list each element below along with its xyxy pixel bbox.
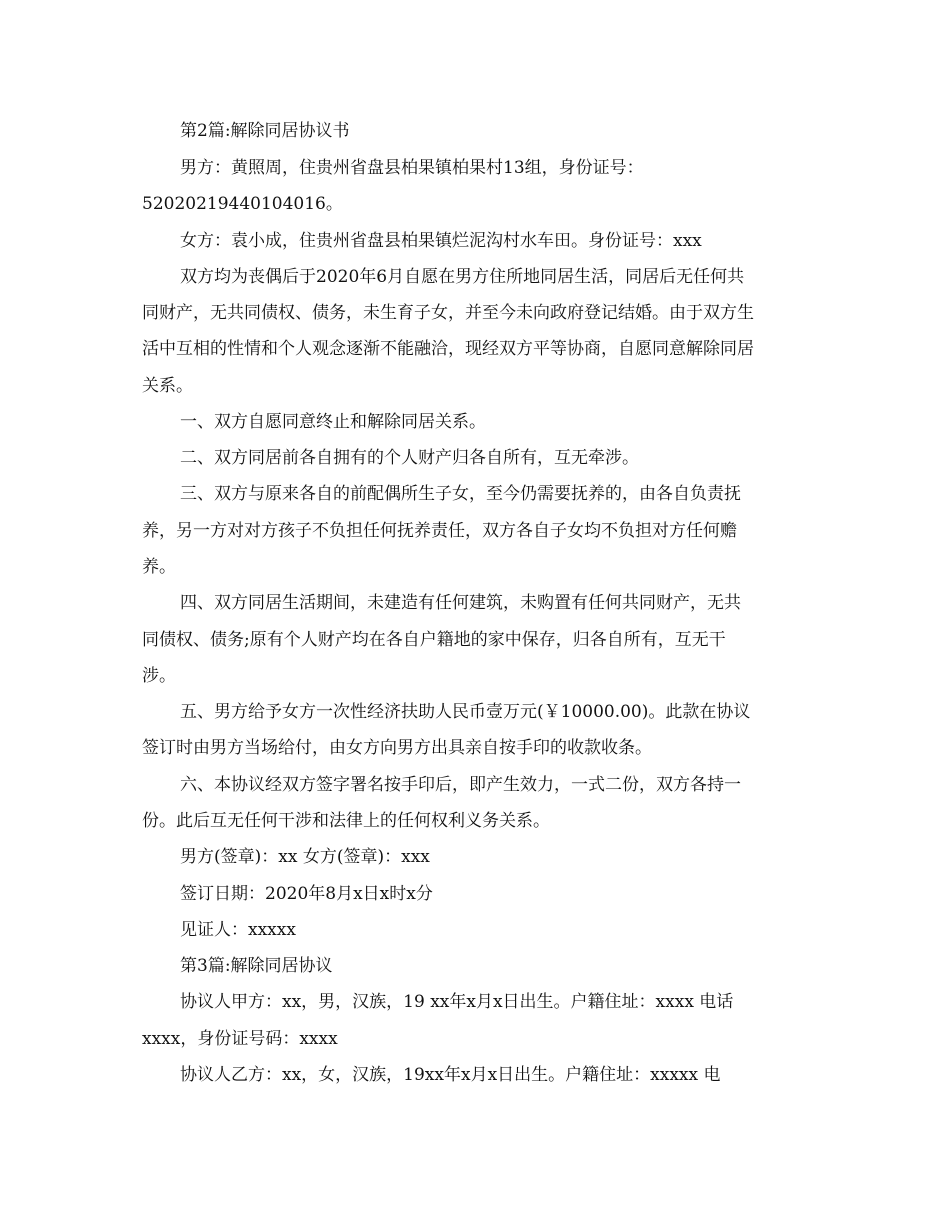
signature-line: 男方(签章)：xx 女方(签章)：xxx xyxy=(180,847,430,867)
text-line: 二、双方同居前各自拥有的个人财产归各自所有，互无牵涉。 xyxy=(180,448,639,468)
text-line: 活中互相的性情和个人观念逐渐不能融洽，现经双方平等协商，自愿同意解除同居 xyxy=(142,339,754,359)
section-heading-2: 第2篇:解除同居协议书 xyxy=(180,121,350,141)
text-line: 六、本协议经双方签字署名按手印后，即产生效力，一式二份，双方各持一 xyxy=(180,775,741,795)
text-line: xxxx，身份证号码：xxxx xyxy=(142,1029,338,1049)
text-line: 关系。 xyxy=(142,376,193,396)
text-line: 协议人乙方：xx，女，汉族，19xx年x月x日出生。户籍住址：xxxxx 电 xyxy=(180,1065,721,1085)
text-line: 四、双方同居生活期间，未建造有任何建筑，未购置有任何共同财产，无共 xyxy=(180,593,741,613)
text-line: 五、男方给予女方一次性经济扶助人民币壹万元(￥10000.00)。此款在协议 xyxy=(180,702,751,722)
section-heading-3: 第3篇:解除同居协议 xyxy=(180,956,333,976)
text-line: 养，另一方对对方孩子不负担任何抚养责任，双方各自子女均不负担对方任何赡 xyxy=(142,521,737,541)
text-line: 签订时由男方当场给付，由女方向男方出具亲自按手印的收款收条。 xyxy=(142,738,652,758)
witness-line: 见证人：xxxxx xyxy=(180,920,296,940)
signing-date-line: 签订日期：2020年8月x日x时x分 xyxy=(180,884,433,904)
text-line: 养。 xyxy=(142,557,176,577)
text-line: 涉。 xyxy=(142,666,176,686)
text-line: 双方均为丧偶后于2020年6月自愿在男方住所地同居生活，同居后无任何共 xyxy=(180,267,745,287)
text-line: 女方：袁小成，住贵州省盘县柏果镇烂泥沟村水车田。身份证号：xxx xyxy=(180,231,702,251)
text-line: 同财产，无共同债权、债务，未生育子女，并至今未向政府登记结婚。由于双方生 xyxy=(142,303,754,323)
text-line: 份。此后互无任何干涉和法律上的任何权利义务关系。 xyxy=(142,811,550,831)
text-line: 三、双方与原来各自的前配偶所生子女，至今仍需要抚养的，由各自负责抚 xyxy=(180,484,741,504)
text-line: 协议人甲方：xx，男，汉族，19 xx年x月x日出生。户籍住址：xxxx 电话 xyxy=(180,992,734,1012)
text-line: 同债权、债务;原有个人财产均在各自户籍地的家中保存，归各自所有，互无干 xyxy=(142,630,726,650)
text-line: 52020219440104016。 xyxy=(142,194,343,214)
text-line: 一、双方自愿同意终止和解除同居关系。 xyxy=(180,412,486,432)
text-line: 男方：黄照周，住贵州省盘县柏果镇柏果村13组，身份证号： xyxy=(180,158,644,178)
